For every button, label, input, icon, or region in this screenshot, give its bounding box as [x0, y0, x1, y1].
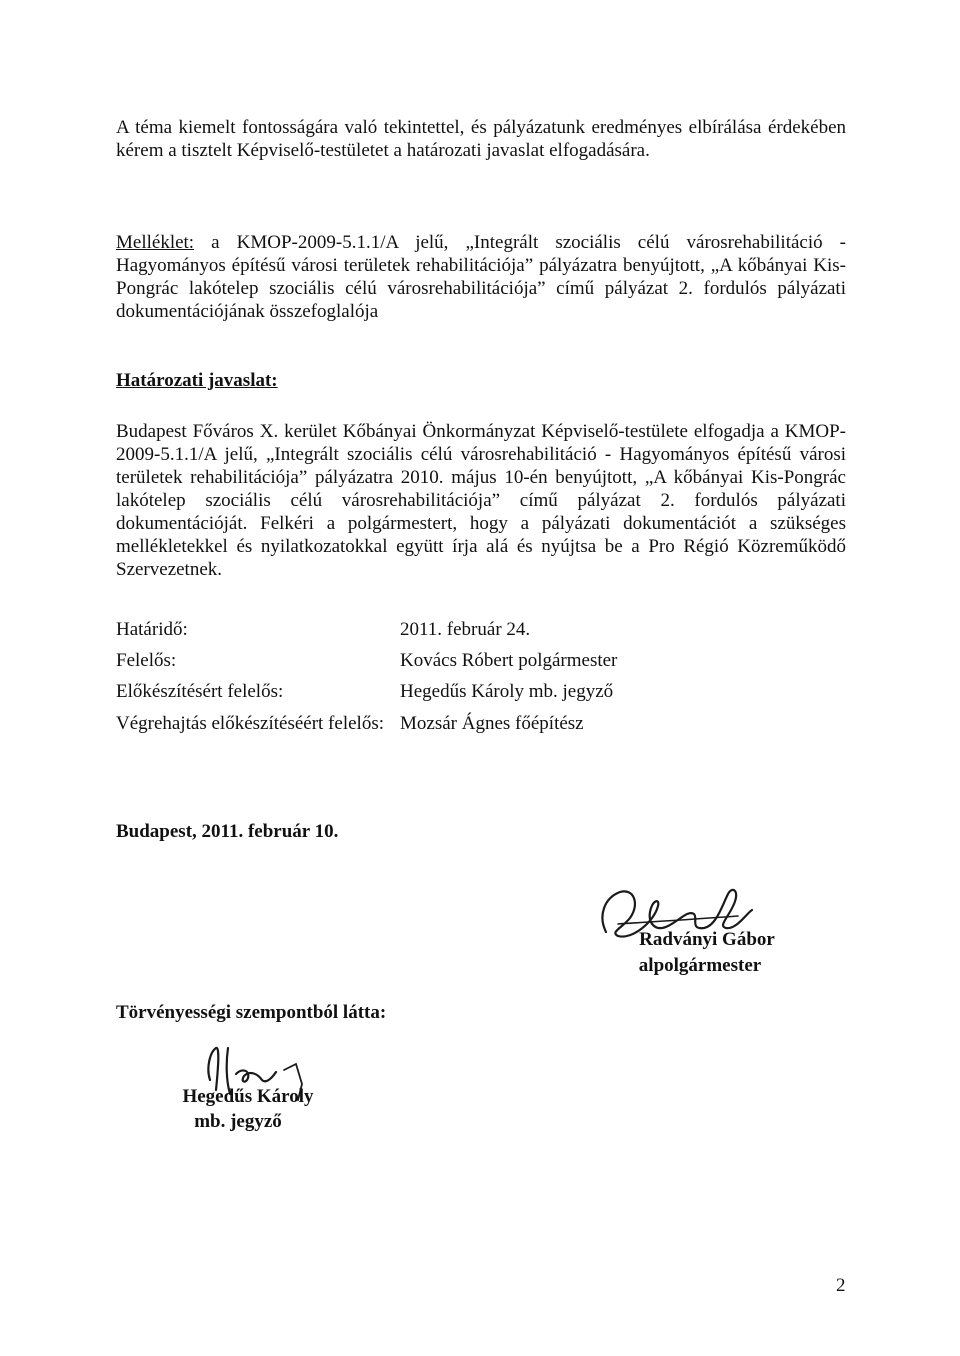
signatory-1-name: Radványi Gábor: [639, 929, 775, 950]
attachment-text: a KMOP-2009-5.1.1/A jelű, „Integrált szociális célú városrehabilitáció - Hagyományos építésű városi területek rehabilitációja” pályázatra benyújtott, „A kőbányai Kis-Pongrác lakótelep szociális célú városrehabilitációja” című pályázat 2. fordulós pályázati dokumentációjának összefoglalója: [116, 232, 846, 322]
signatory-2-title: mb. jegyző: [194, 1111, 282, 1132]
intro-paragraph: A téma kiemelt fontosságára való tekintettel, és pályázatunk eredményes elbírálása érdekében kérem a tisztelt Képviselő-testületet a határozati javaslat elfogadására.: [116, 117, 846, 161]
attachment-paragraph: [116, 231, 846, 323]
page-number: 2: [836, 1275, 846, 1296]
date-line: Budapest, 2011. február 10.: [116, 821, 339, 842]
preparation-responsible-value: Hegedűs Károly mb. jegyző: [400, 681, 614, 702]
execution-responsible-value: Mozsár Ágnes főépítész: [400, 713, 584, 734]
decision-paragraph: Budapest Főváros X. kerület Kőbányai Önkormányzat Képviselő-testülete elfogadja a KMOP-2009-5.1.1/A jelű, „Integrált szociális célú városrehabilitáció - Hagyományos építésű városi területek rehabilitációja” pályázatra 2010. május 10-én benyújtott, „A kőbányai Kis-Pongrác lakótelep szociális célú városrehabilitációja” című pályázat 2. fordulós pályázati dokumentációját. Felkéri a polgármestert, hogy a pályázati dokumentációt a szükséges mellékletekkel és nyilatkozatokkal együtt írja alá és nyújtsa be a Pro Régió Közreműködő Szervezetnek.: [116, 421, 846, 580]
responsible-value: Kovács Róbert polgármester: [400, 650, 618, 671]
execution-responsible-label: Végrehajtás előkészítéséért felelős:: [116, 713, 384, 734]
preparation-responsible-label: Előkészítésért felelős:: [116, 681, 284, 702]
deadline-value: 2011. február 24.: [400, 619, 531, 640]
deadline-label: Határidő:: [116, 619, 188, 640]
proposal-heading: Határozati javaslat:: [116, 370, 278, 391]
signatory-1-title: alpolgármester: [638, 955, 762, 976]
attachment-label: Melléklet:: [116, 232, 195, 253]
signatory-2-name: Hegedűs Károly: [182, 1086, 314, 1107]
responsible-label: Felelős:: [116, 650, 177, 671]
legal-check-label: Törvényességi szempontból látta:: [116, 1002, 387, 1023]
